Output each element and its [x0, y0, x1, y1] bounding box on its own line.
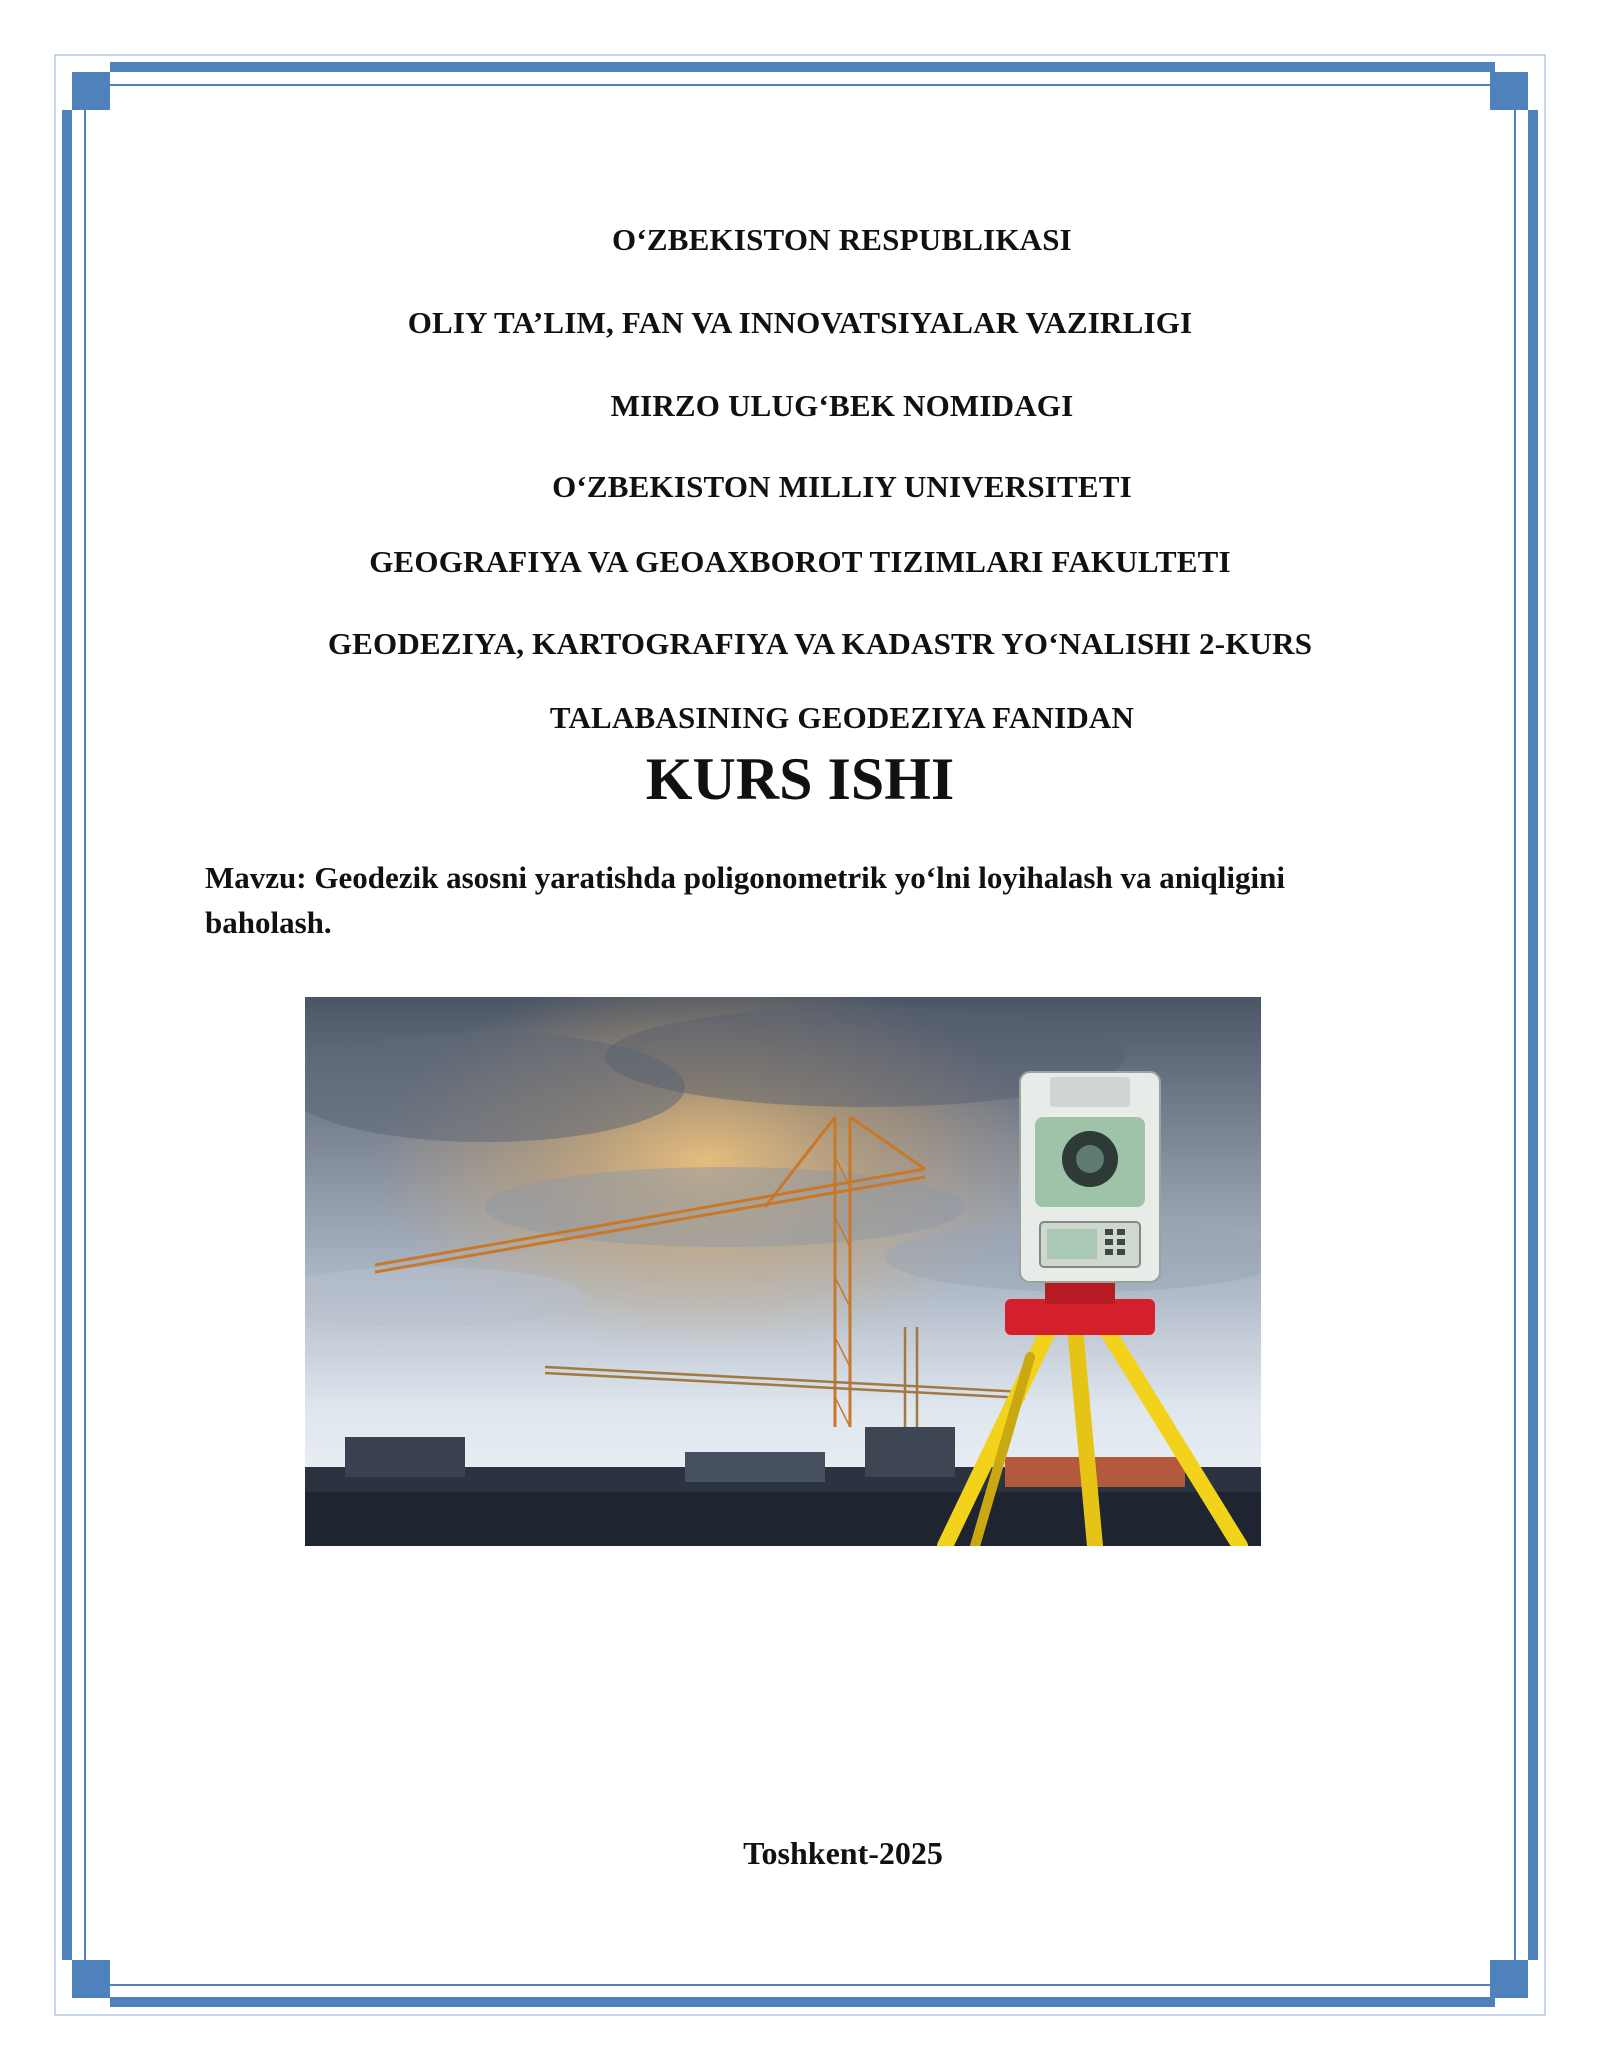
header-faculty: GEOGRAFIYA VA GEOAXBOROT TIZIMLARI FAKULTETI	[369, 544, 1231, 579]
header-university: O‘ZBEKISTON MILLIY UNIVERSITETI	[552, 469, 1132, 504]
total-station-photo	[305, 997, 1261, 1546]
cover-illustration	[305, 997, 1261, 1546]
header-direction: GEODEZIYA, KARTOGRAFIYA VA KADASTR YO‘NALISHI 2-KURS	[327, 626, 1313, 661]
topic-text: Mavzu: Geodezik asosni yaratishda poligonometrik yo‘lni loyihalash va aniqligini baholash.	[205, 860, 1285, 940]
header-subject: TALABASINING GEODEZIYA FANIDAN	[549, 700, 1135, 735]
city-year: Toshkent-2025	[743, 1835, 943, 1871]
header-named-after: MIRZO ULUG‘BEK NOMIDAGI	[610, 388, 1074, 423]
document-title: KURS ISHI	[645, 746, 955, 812]
header-ministry: OLIY TA’LIM, FAN VA INNOVATSIYALAR VAZIRLIGI	[407, 305, 1193, 340]
header-country: O‘ZBEKISTON RESPUBLIKASI	[612, 222, 1072, 257]
